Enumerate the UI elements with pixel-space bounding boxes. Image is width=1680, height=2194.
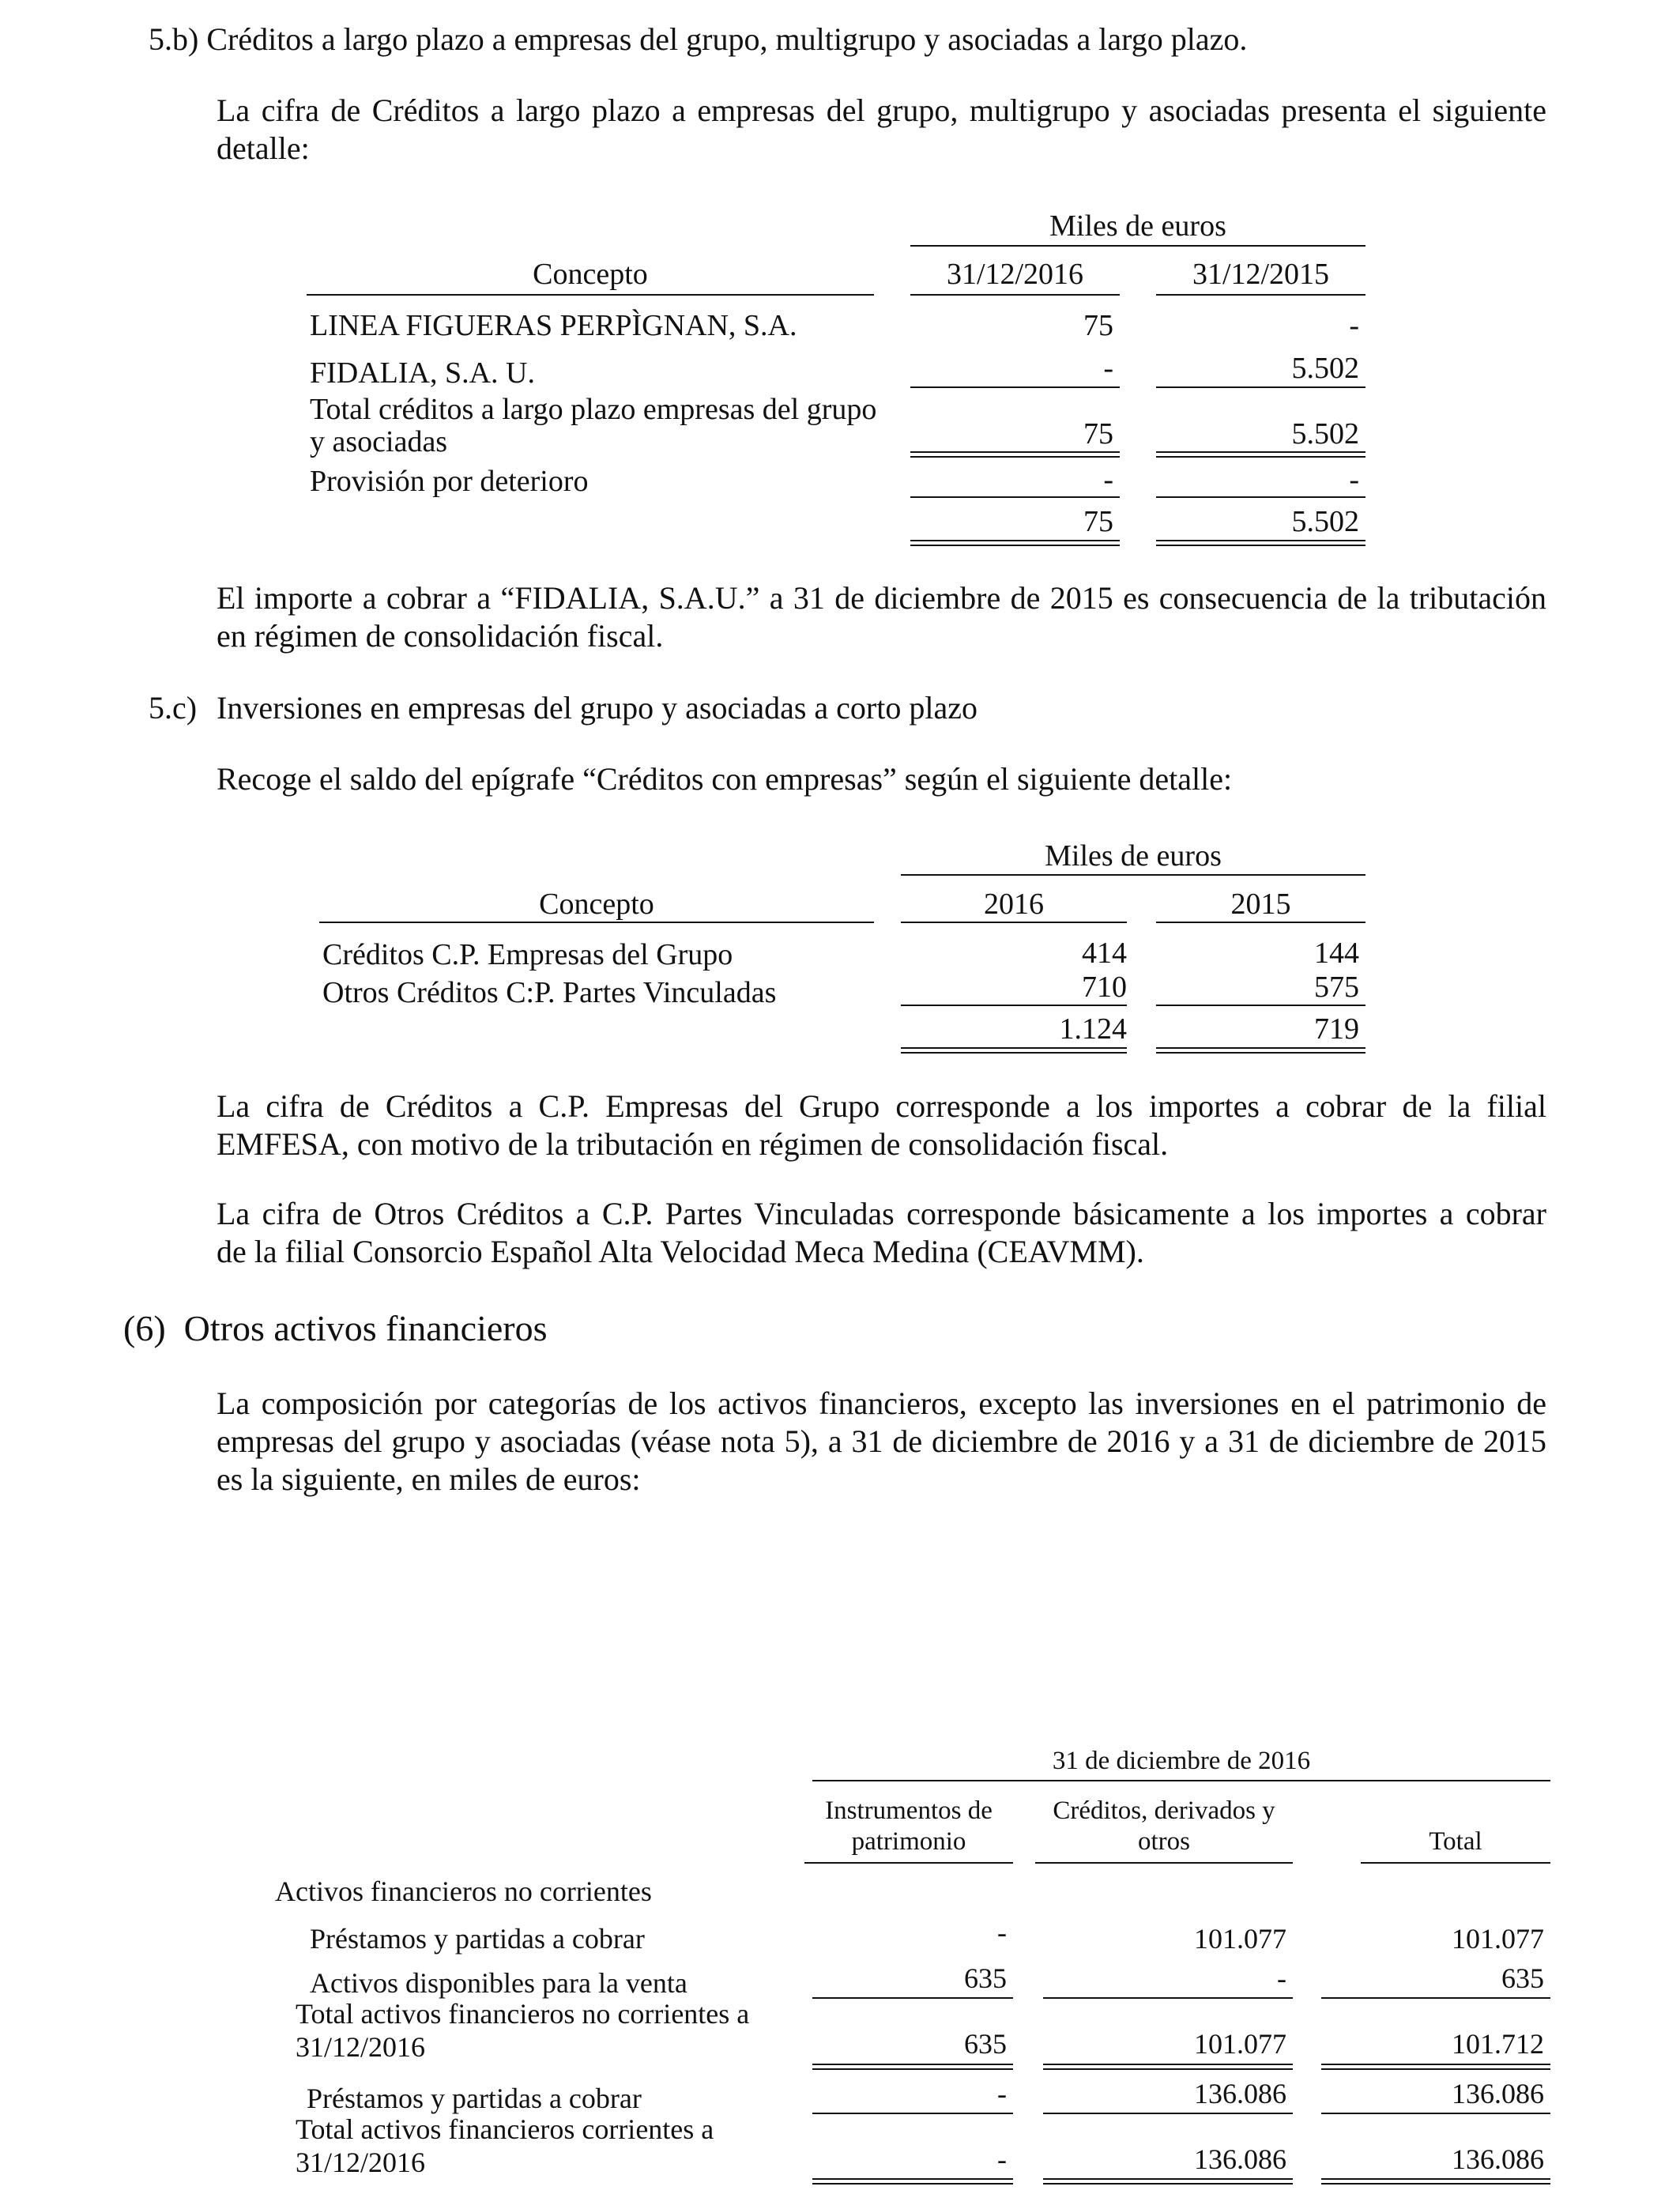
divider (319, 922, 874, 923)
section-5c-number: 5.c) (149, 690, 198, 726)
table-cell: 136.086 (1194, 2078, 1286, 2109)
divider (1156, 496, 1365, 498)
table-5c-group-header: Miles de euros (1045, 839, 1222, 873)
table-5b-col-2016: 31/12/2016 (946, 258, 1084, 291)
divider (910, 496, 1120, 498)
divider (1361, 1862, 1550, 1864)
double-divider (1156, 540, 1365, 546)
table-cell: 101.077 (1452, 1923, 1544, 1955)
divider (910, 386, 1120, 388)
table-cell: 101.077 (1194, 1923, 1286, 1955)
table-total-cell: 75 (1083, 505, 1113, 538)
divider (1321, 1997, 1550, 1999)
table-row-label: Créditos C.P. Empresas del Grupo (322, 938, 733, 971)
section-5b-intro: La cifra de Créditos a largo plazo a empresas del grupo, multigrupo y asociadas presenta el siguiente detalle: (217, 92, 1546, 166)
table-6-col-credits: Créditos, derivados y (1053, 1796, 1275, 1825)
table-cell: - (997, 2143, 1007, 2175)
divider (804, 1862, 1013, 1864)
section-5c-heading: Inversiones en empresas del grupo y asociadas a corto plazo (217, 690, 977, 726)
divider (910, 294, 1120, 296)
double-divider (1156, 1047, 1365, 1054)
table-cell: 635 (964, 1962, 1007, 1994)
section-5c-note-2: La cifra de Otros Créditos a C.P. Partes Vinculadas corresponde básicamente a los importes a cobrar de la filial Consorcio Español Alta Velocidad Meca Medina (CEAVMM). (217, 1196, 1546, 1269)
double-divider (1043, 2178, 1293, 2185)
divider (901, 922, 1127, 923)
double-divider (1321, 2178, 1550, 2185)
divider (812, 2113, 1013, 2114)
divider (910, 245, 1365, 247)
table-cell: 414 (1082, 937, 1127, 970)
divider (307, 294, 874, 296)
table-row-label: Total créditos a largo plazo empresas del grupo (310, 393, 877, 426)
section-5c-intro: Recoge el saldo del epígrafe “Créditos con empresas” según el siguiente detalle: (217, 761, 1233, 797)
table-row-label: y asociadas (310, 425, 448, 458)
section-5c-note-1: La cifra de Créditos a C.P. Empresas del Grupo corresponde a los importes a cobrar de la filial EMFESA, con motivo de la tributación en régimen de consolidación fiscal. (217, 1088, 1546, 1162)
table-cell: 575 (1314, 971, 1359, 1004)
divider (1156, 386, 1365, 388)
table-6-col-equity: Instrumentos de (825, 1796, 993, 1825)
table-total-cell: 1.124 (1059, 1012, 1127, 1046)
table-6-group-header: 31 de diciembre de 2016 (1052, 1747, 1311, 1775)
table-cell: 136.086 (1452, 2143, 1544, 2175)
table-cell: - (1349, 309, 1359, 342)
table-6-col-equity: patrimonio (851, 1827, 966, 1856)
double-divider (910, 451, 1120, 458)
table-row-label: Préstamos y partidas a cobrar (307, 2083, 642, 2114)
divider (1035, 1862, 1293, 1864)
section-5b-heading: 5.b) Créditos a largo plazo a empresas del grupo, multigrupo y asociadas a largo plazo. (149, 21, 1248, 57)
divider (1156, 922, 1365, 923)
table-row-label: Préstamos y partidas a cobrar (310, 1923, 645, 1955)
section-6-heading: (6) Otros activos financieros (123, 1308, 548, 1348)
divider (1156, 294, 1365, 296)
table-cell: 144 (1314, 937, 1359, 970)
divider (812, 1997, 1013, 1999)
table-5b-col-2015: 31/12/2015 (1192, 258, 1330, 291)
table-cell: 136.086 (1452, 2078, 1544, 2109)
divider (901, 1005, 1127, 1006)
table-row-label: 31/12/2016 (296, 2147, 426, 2178)
double-divider (910, 540, 1120, 546)
table-cell: 75 (1083, 417, 1113, 450)
table-5c-col-concept: Concepto (539, 888, 654, 921)
table-6-col-total: Total (1429, 1827, 1482, 1856)
table-cell: 101.077 (1194, 2028, 1286, 2060)
table-5b-group-header: Miles de euros (1049, 209, 1226, 243)
double-divider (812, 2064, 1013, 2070)
divider (1043, 2113, 1293, 2114)
divider (901, 874, 1365, 876)
divider (812, 1780, 1550, 1781)
table-cell: - (997, 2078, 1007, 2109)
table-5c-col-2015: 2015 (1230, 888, 1291, 921)
table-6-section-label: Activos financieros no corrientes (275, 1875, 652, 1907)
table-total-cell: 5.502 (1291, 505, 1359, 538)
table-5c-col-2016: 2016 (984, 888, 1044, 921)
divider (1321, 2113, 1550, 2114)
table-row-label: Provisión por deterioro (310, 465, 589, 498)
table-cell: - (1103, 352, 1113, 385)
table-cell: - (1103, 463, 1113, 496)
table-6-col-credits: otros (1138, 1827, 1190, 1856)
table-5b-col-concept: Concepto (533, 258, 648, 291)
section-5b-note: El importe a cobrar a “FIDALIA, S.A.U.” a 31 de diciembre de 2015 es consecuencia de la tributación en régimen de consolidación fiscal. (217, 580, 1546, 654)
double-divider (1156, 451, 1365, 458)
table-row-label: 31/12/2016 (296, 2031, 426, 2063)
section-6-intro: La composición por categorías de los activos financieros, excepto las inversiones en el patrimonio de empresas del grupo y asociadas (véase nota 5), a 31 de diciembre de 2016 y a 31 de diciembre de 2015 es la siguiente, en miles de euros: (217, 1385, 1546, 1497)
table-cell: - (1349, 463, 1359, 496)
table-cell: 101.712 (1452, 2028, 1544, 2060)
table-cell: 635 (964, 2028, 1007, 2060)
table-row-label: Otros Créditos C:P. Partes Vinculadas (322, 976, 777, 1009)
divider (1043, 1997, 1293, 1999)
table-row-label: LINEA FIGUERAS PERPÌGNAN, S.A. (310, 309, 797, 342)
double-divider (1043, 2064, 1293, 2070)
table-cell: - (997, 1917, 1007, 1948)
table-cell: 710 (1082, 971, 1127, 1004)
table-row-label: Total activos financieros corrientes a (296, 2113, 714, 2145)
table-row-label: FIDALIA, S.A. U. (310, 356, 535, 390)
table-cell: - (1277, 1962, 1286, 1994)
table-cell: 635 (1501, 1962, 1544, 1994)
table-cell: 5.502 (1291, 417, 1359, 450)
table-row-label: Total activos financieros no corrientes a (296, 1998, 750, 2030)
double-divider (1321, 2064, 1550, 2070)
table-cell: 75 (1083, 309, 1113, 342)
table-total-cell: 719 (1314, 1012, 1359, 1046)
divider (1156, 1005, 1365, 1006)
double-divider (812, 2178, 1013, 2185)
double-divider (901, 1047, 1127, 1054)
table-cell: 5.502 (1291, 352, 1359, 385)
table-row-label: Activos disponibles para la venta (310, 1967, 687, 1999)
table-cell: 136.086 (1194, 2143, 1286, 2175)
